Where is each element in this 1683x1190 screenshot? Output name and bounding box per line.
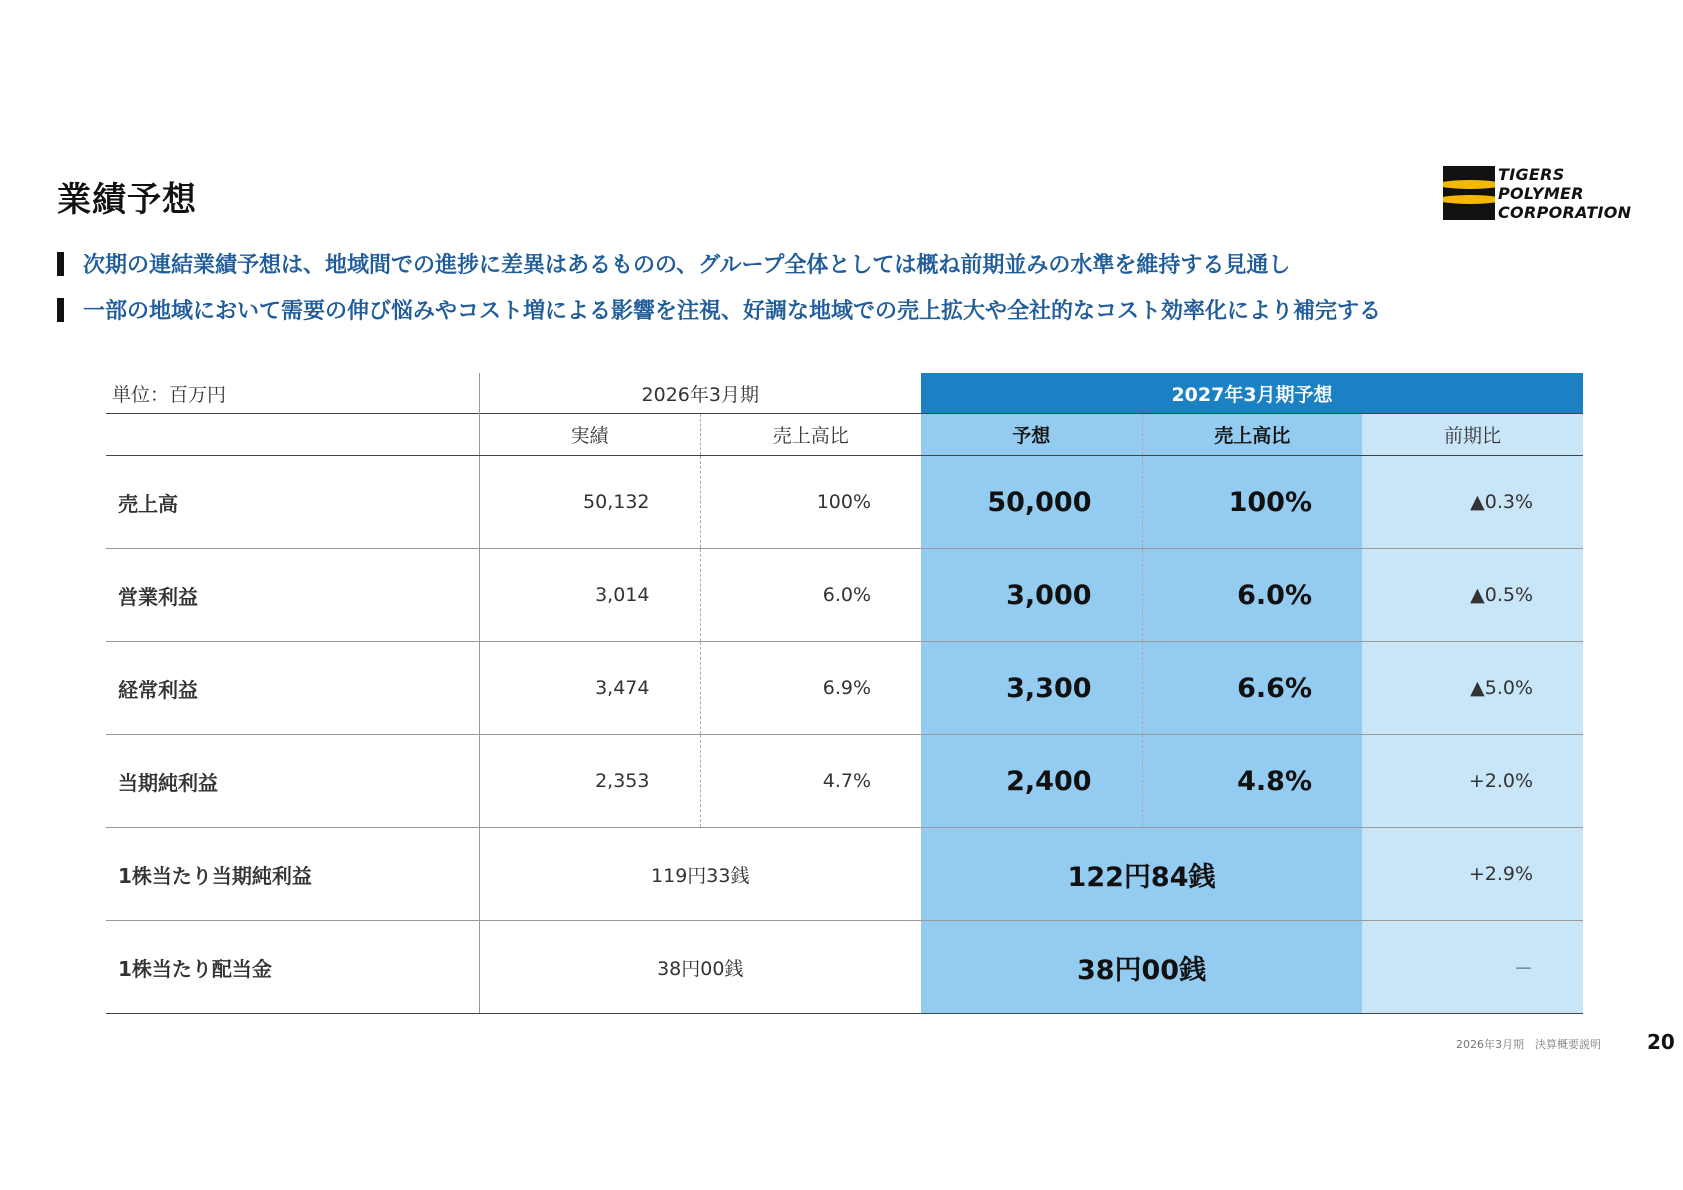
table-row bbox=[106, 549, 1583, 642]
actual-value: 2,353 bbox=[479, 735, 700, 828]
table-row bbox=[106, 921, 1583, 1014]
page-number: 20 bbox=[1647, 1030, 1675, 1054]
table-row bbox=[106, 456, 1583, 549]
forecast-table bbox=[106, 373, 1583, 1014]
ratio-prev-value: 6.0% bbox=[700, 549, 921, 642]
col-ratio-next-header: 売上高比 bbox=[1142, 414, 1362, 456]
company-logo bbox=[1443, 166, 1643, 222]
ratio-next-value: 6.6% bbox=[1142, 642, 1362, 735]
yoy-value: ▲0.3% bbox=[1362, 456, 1583, 549]
row-label: 1株当たり当期純利益 bbox=[106, 828, 479, 921]
yoy-value: +2.0% bbox=[1362, 735, 1583, 828]
yoy-value: ▲0.5% bbox=[1362, 549, 1583, 642]
page-title: 業績予想 bbox=[57, 180, 197, 220]
ratio-prev-value: 100% bbox=[700, 456, 921, 549]
col-forecast-header: 予想 bbox=[921, 414, 1142, 456]
logo-wordmark: TIGERS POLYMER CORPORATION bbox=[1498, 165, 1632, 222]
table-row bbox=[106, 828, 1583, 921]
row-label: 当期純利益 bbox=[106, 735, 479, 828]
forecast-value: 3,000 bbox=[921, 549, 1142, 642]
row-label: 経常利益 bbox=[106, 642, 479, 735]
bullet-marker bbox=[57, 298, 64, 322]
table-row bbox=[106, 642, 1583, 735]
table-row bbox=[106, 735, 1583, 828]
actual-value: 50,132 bbox=[479, 456, 700, 549]
col-yoy-header: 前期比 bbox=[1362, 414, 1583, 456]
actual-value: 3,014 bbox=[479, 549, 700, 642]
table-subheader-row bbox=[106, 414, 1583, 456]
ratio-prev-value: 6.9% bbox=[700, 642, 921, 735]
ratio-next-value: 4.8% bbox=[1142, 735, 1362, 828]
forecast-value: 122円84銭 bbox=[921, 828, 1362, 921]
table-header-row bbox=[106, 373, 1583, 414]
actual-value: 3,474 bbox=[479, 642, 700, 735]
ratio-next-value: 6.0% bbox=[1142, 549, 1362, 642]
yoy-value: ▲5.0% bbox=[1362, 642, 1583, 735]
period-next-header: 2027年3月期予想 bbox=[921, 373, 1583, 414]
ratio-next-value: 100% bbox=[1142, 456, 1362, 549]
row-label: 売上高 bbox=[106, 456, 479, 549]
yoy-value: － bbox=[1362, 921, 1583, 1014]
ratio-prev-value: 4.7% bbox=[700, 735, 921, 828]
forecast-value: 2,400 bbox=[921, 735, 1142, 828]
actual-value: 119円33銭 bbox=[479, 828, 921, 921]
row-label: 営業利益 bbox=[106, 549, 479, 642]
row-label: 1株当たり配当金 bbox=[106, 921, 479, 1014]
actual-value: 38円00銭 bbox=[479, 921, 921, 1014]
period-prev-header: 2026年3月期 bbox=[479, 373, 921, 414]
forecast-value: 50,000 bbox=[921, 456, 1142, 549]
forecast-value: 38円00銭 bbox=[921, 921, 1362, 1014]
col-ratio-prev-header: 売上高比 bbox=[700, 414, 921, 456]
forecast-value: 3,300 bbox=[921, 642, 1142, 735]
footer-text: 2026年3月期 決算概要説明 bbox=[1456, 1038, 1601, 1051]
bullet-marker bbox=[57, 252, 64, 276]
row-label-header bbox=[106, 414, 479, 456]
unit-label: 単位：百万円 bbox=[112, 383, 227, 406]
yoy-value: +2.9% bbox=[1362, 828, 1583, 921]
tiger-stripes-logo-icon bbox=[1443, 166, 1495, 220]
col-actual-header: 実績 bbox=[479, 414, 700, 456]
